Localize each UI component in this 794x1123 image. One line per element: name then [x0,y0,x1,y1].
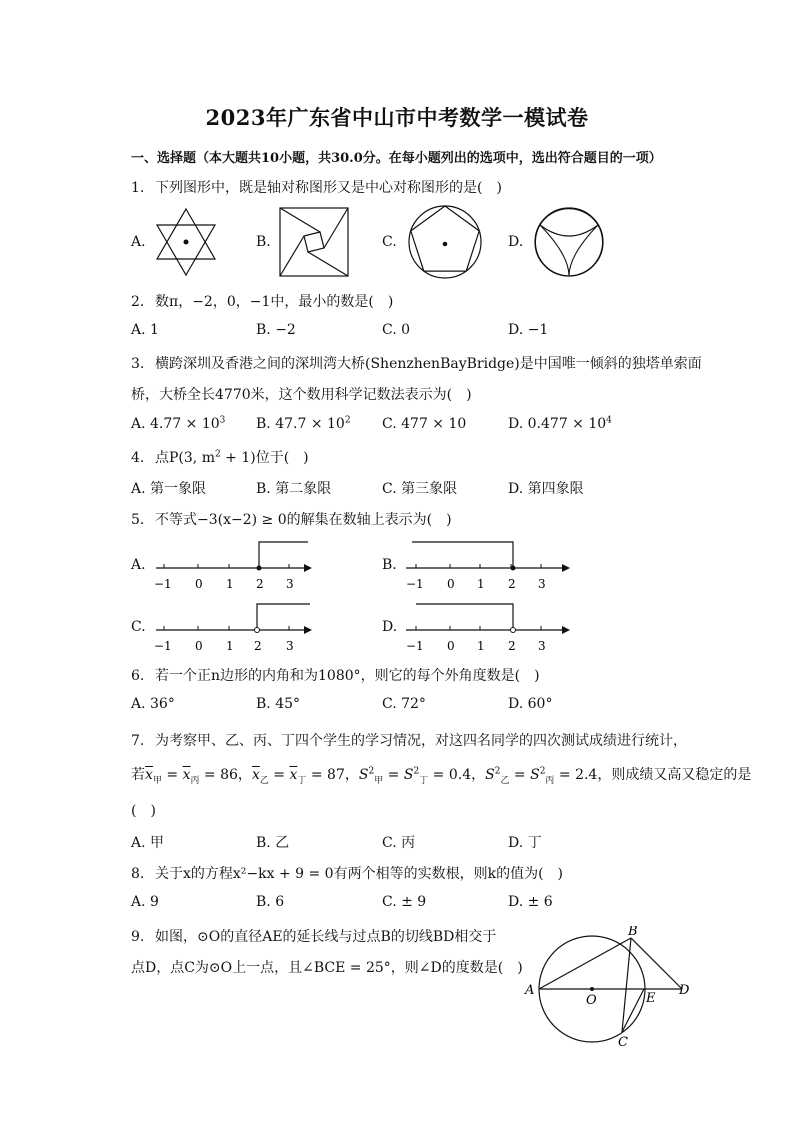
question-7-line-2: 若$\overline{x}_甲 = \overline{x}_丙 = 86$，$\overline{x}_乙 = \overline{x}_丁 = 87$，$S^2_甲 = S^2_丁 = 0.4$，$S^2_乙 = S^2_丙 = 2.4$，则成绩又高又稳定的是 [131,766,752,786]
svg-text:0: 0 [447,577,455,591]
q7-option-b: B. 乙 [256,835,290,851]
star-of-david-figure [150,206,222,278]
question-text: 如图，⊙O的直径AE的延长线与过点B的切线BD相交于 [155,929,497,945]
q2-option-c: C. 0 [382,322,411,338]
svg-text:−1: −1 [154,639,172,653]
pentagon-in-circle-figure [406,203,484,281]
q2-option-d: D. −1 [508,322,549,338]
q8-option-d: D. ± 6 [508,894,553,910]
question-2 [131,291,393,311]
q7-option-a: A. 甲 [131,835,165,851]
svg-text:3: 3 [538,577,546,591]
svg-text:B: B [628,926,638,939]
q4-option-b: B. 第二象限 [256,481,332,497]
svg-text:2: 2 [256,577,264,591]
pinwheel-square-figure [278,206,350,278]
svg-text:3: 3 [538,639,546,653]
svg-text:1: 1 [477,639,485,653]
svg-text:−1: −1 [406,639,424,653]
q8-option-c: C. ± 9 [382,894,427,910]
q5-option-d-label: D. [382,619,398,635]
q3-option-b: B. $47.7 \times 10^2$ [256,415,351,432]
q8-option-a: A. 9 [131,894,159,910]
q2-option-b: B. −2 [256,322,296,338]
q2-option-a: A. 1 [131,322,159,338]
question-text: 若一个正n边形的内角和为1080°，则它的每个外角度数是( ) [155,668,540,684]
question-number: 2. [131,294,145,310]
question-number: 9. [131,929,145,945]
q5-option-c-label: C. [131,619,146,635]
q3-option-d: D. $0.477 \times 10^4$ [508,415,612,432]
question-6 [131,665,540,685]
q8-option-b: B. 6 [256,894,285,910]
q5-option-a-label: A. [131,557,146,573]
svg-text:0: 0 [195,639,203,653]
q3-option-a: A. $4.77 \times 10^3$ [131,415,226,432]
q7-option-d: D. 丁 [508,835,542,851]
number-line-b [400,538,580,594]
question-text: 关于x的方程x²−kx + 9 = 0有两个相等的实数根，则k的值为( ) [155,866,563,882]
question-number: 4. [131,450,145,466]
circle-tangent-figure [520,926,700,1054]
svg-text:O: O [586,993,597,1008]
number-line-c [150,600,320,656]
three-arcs-circle-figure [532,205,606,279]
q1-option-b-label: B. [256,234,271,250]
question-number: 7. [131,733,145,749]
question-number: 3. [131,356,145,372]
question-text: 不等式−3(x−2) ≥ 0的解集在数轴上表示为( ) [155,512,452,528]
question-number: 8. [131,866,145,882]
svg-text:−1: −1 [406,577,424,591]
question-text: 为考察甲、乙、丙、丁四个学生的学习情况，对这四名同学的四次测试成绩进行统计， [155,733,687,749]
question-1 [131,177,502,197]
q4-option-d: D. 第四象限 [508,481,584,497]
question-3-line-2: 桥，大桥全长4770米，这个数用科学记数法表示为( ) [131,387,472,403]
question-5 [131,509,452,529]
question-9-line-1 [131,926,496,946]
question-9-line-2: 点D，点C为⊙O上一点，且∠BCE = 25°，则∠D的度数是( ) [131,960,523,976]
svg-text:0: 0 [195,577,203,591]
question-3-line-1 [131,353,702,373]
svg-text:C: C [618,1035,628,1050]
q6-option-a: A. 36° [131,696,175,712]
q1-option-c-label: C. [382,234,397,250]
question-7-line-3: ( ) [131,803,156,819]
question-8 [131,863,563,883]
q4-option-c: C. 第三象限 [382,481,458,497]
question-text: 数π，−2，0，−1中，最小的数是( ) [155,294,394,310]
q6-option-d: D. 60° [508,696,553,712]
page-title: 2023年广东省中山市中考数学一模试卷 [205,105,589,130]
q6-option-b: B. 45° [256,696,301,712]
svg-text:1: 1 [477,577,485,591]
svg-text:1: 1 [226,639,234,653]
q1-option-a-label: A. [131,234,146,250]
svg-text:1: 1 [226,577,234,591]
svg-text:2: 2 [508,639,516,653]
svg-text:A: A [525,983,535,998]
question-7-line-1 [131,730,687,750]
q5-option-b-label: B. [382,557,397,573]
q1-option-d-label: D. [508,234,524,250]
svg-text:D: D [679,983,690,998]
svg-text:3: 3 [286,577,294,591]
svg-text:2: 2 [508,577,516,591]
number-line-a [150,538,320,594]
q3-option-c: C. 477 × 10 [382,416,467,432]
svg-text:−1: −1 [154,577,172,591]
q7-option-c: C. 丙 [382,835,416,851]
svg-text:E: E [646,991,656,1006]
q4-option-a: A. 第一象限 [131,481,207,497]
svg-text:3: 3 [286,639,294,653]
question-number: 6. [131,668,145,684]
number-line-d [400,600,580,656]
question-number: 5. [131,512,145,528]
q6-option-c: C. 72° [382,696,426,712]
svg-text:2: 2 [254,639,262,653]
question-4: 4. 点P(3, $m^2 + 1$)位于( ) [131,449,309,466]
svg-text:0: 0 [447,639,455,653]
question-number: 1. [131,180,145,196]
question-text: 下列图形中，既是轴对称图形又是中心对称图形的是( ) [155,180,502,196]
question-text: 横跨深圳及香港之间的深圳湾大桥(ShenzhenBayBridge)是中国唯一倾斜的独塔单索面 [155,356,702,372]
section-heading: 一、选择题（本大题共10小题，共30.0分。在每小题列出的选项中，选出符合题目的一项） [131,151,662,166]
